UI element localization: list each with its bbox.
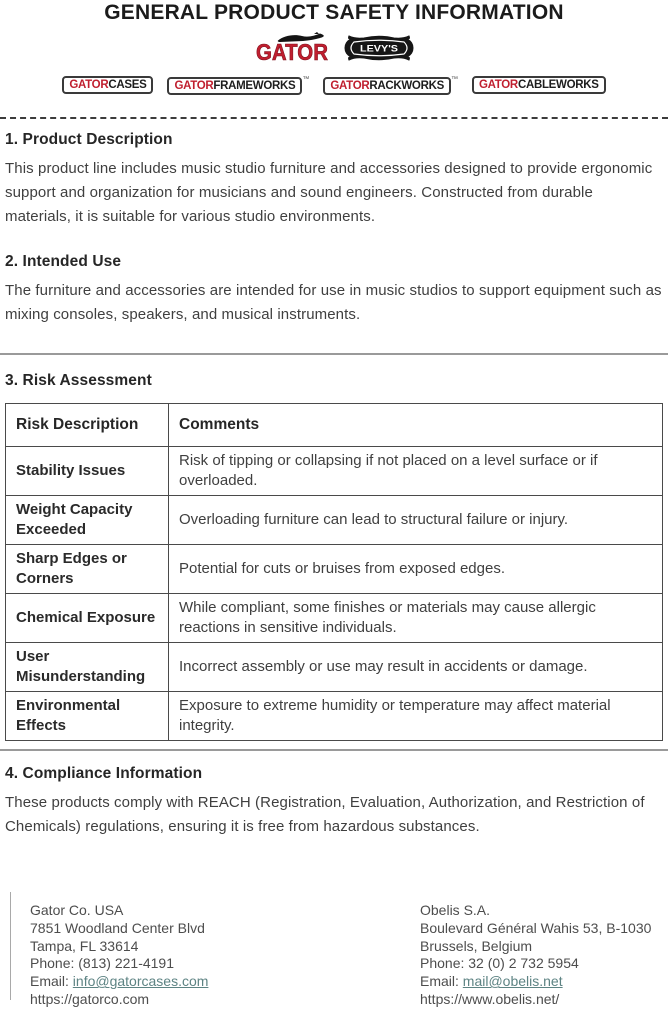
gator-logo-icon bbox=[254, 31, 330, 65]
company-address-line1: Boulevard Général Wahis 53, B-1030 bbox=[420, 919, 652, 936]
risk-comment: Potential for cuts or bruises from exposed edges. bbox=[169, 545, 663, 594]
badge-gatorcases: GATORCASES bbox=[62, 76, 153, 94]
section-1-heading: 1. Product Description bbox=[5, 131, 173, 148]
risk-comment: Exposure to extreme humidity or temperature may affect material integrity. bbox=[169, 692, 663, 741]
section-2-heading: 2. Intended Use bbox=[5, 253, 122, 270]
table-row bbox=[6, 545, 663, 594]
company-phone: Phone: 32 (0) 2 732 5954 bbox=[420, 955, 579, 972]
email-label: Email: bbox=[420, 973, 463, 990]
company-website: https://gatorco.com bbox=[30, 990, 150, 1007]
risk-label: Sharp Edges or Corners bbox=[6, 545, 169, 594]
page-title: GENERAL PRODUCT SAFETY INFORMATION bbox=[104, 1, 564, 24]
table-row bbox=[6, 643, 663, 692]
footer bbox=[0, 892, 668, 1007]
section-3-heading: 3. Risk Assessment bbox=[5, 372, 152, 389]
risk-comment: While compliant, some finishes or materials may cause allergic reactions in sensitive individuals. bbox=[169, 594, 663, 643]
solid-separator-1 bbox=[0, 353, 668, 355]
risk-label: Weight Capacity Exceeded bbox=[6, 496, 169, 545]
gator-logo bbox=[254, 31, 330, 70]
section-2-body: The furniture and accessories are intended for use in music studios to support equipment such as mixing consoles, speakers, and musical instruments. bbox=[5, 282, 662, 323]
sub-brand-badges-row bbox=[0, 76, 668, 94]
email-link-obelis[interactable]: mail@obelis.net bbox=[462, 973, 563, 990]
email-label: Email: bbox=[30, 973, 73, 990]
levys-logo bbox=[344, 33, 414, 68]
levys-logo-text: LEVY'S bbox=[360, 43, 398, 54]
footer-contact-gator bbox=[30, 902, 420, 1009]
levys-logo-icon bbox=[344, 33, 414, 63]
email-link-gator[interactable]: info@gatorcases.com bbox=[72, 973, 209, 990]
company-address-line2: Brussels, Belgium bbox=[420, 937, 533, 954]
table-row bbox=[6, 447, 663, 496]
table-header-row bbox=[6, 404, 663, 447]
company-phone: Phone: (813) 221-4191 bbox=[30, 955, 174, 972]
trademark-mark: ™ bbox=[450, 76, 458, 83]
company-name: Gator Co. USA bbox=[30, 902, 124, 918]
risk-label: Stability Issues bbox=[6, 447, 169, 496]
company-address-line2: Tampa, FL 33614 bbox=[30, 937, 139, 954]
risk-comment: Incorrect assembly or use may result in accidents or damage. bbox=[169, 643, 663, 692]
risk-comment: Overloading furniture can lead to structural failure or injury. bbox=[169, 496, 663, 545]
column-header-risk-description: Risk Description bbox=[6, 404, 169, 447]
risk-label: Environmental Effects bbox=[6, 692, 169, 741]
footer-left-border-line bbox=[10, 892, 11, 1000]
solid-separator-2 bbox=[0, 749, 668, 751]
table-row bbox=[6, 594, 663, 643]
company-name: Obelis S.A. bbox=[420, 902, 491, 918]
dashed-separator bbox=[0, 117, 668, 119]
table-row bbox=[6, 692, 663, 741]
badge-gatorrackworks: GATORRACKWORKS bbox=[323, 77, 451, 95]
company-address-line1: 7851 Woodland Center Blvd bbox=[30, 919, 205, 936]
badge-gatorframeworks: GATORFRAMEWORKS bbox=[167, 77, 302, 95]
badge-gatorcableworks: GATORCABLEWORKS bbox=[472, 76, 606, 94]
risk-comment: Risk of tipping or collapsing if not placed on a level surface or if overloaded. bbox=[169, 447, 663, 496]
brand-logos-row bbox=[0, 33, 668, 67]
trademark-mark: ™ bbox=[302, 76, 310, 83]
table-row bbox=[6, 496, 663, 545]
risk-label: User Misunderstanding bbox=[6, 643, 169, 692]
footer-contact-obelis bbox=[420, 902, 651, 1009]
risk-label: Chemical Exposure bbox=[6, 594, 169, 643]
column-header-comments: Comments bbox=[169, 404, 663, 447]
company-website: https://www.obelis.net/ bbox=[420, 990, 560, 1007]
section-4-heading: 4. Compliance Information bbox=[5, 765, 203, 782]
risk-assessment-table bbox=[5, 403, 663, 741]
gator-logo-text: GATOR bbox=[256, 38, 329, 65]
section-4-body: These products comply with REACH (Registration, Evaluation, Authorization, and Restriction of Chemicals) regulations, ensuring it is free from hazardous substances. bbox=[5, 794, 645, 835]
section-1-body: This product line includes music studio furniture and accessories designed to provide ergonomic support and organization for musicians and sound engineers. Constructed from durable materials, it is suitable for various studio environments. bbox=[5, 160, 653, 225]
